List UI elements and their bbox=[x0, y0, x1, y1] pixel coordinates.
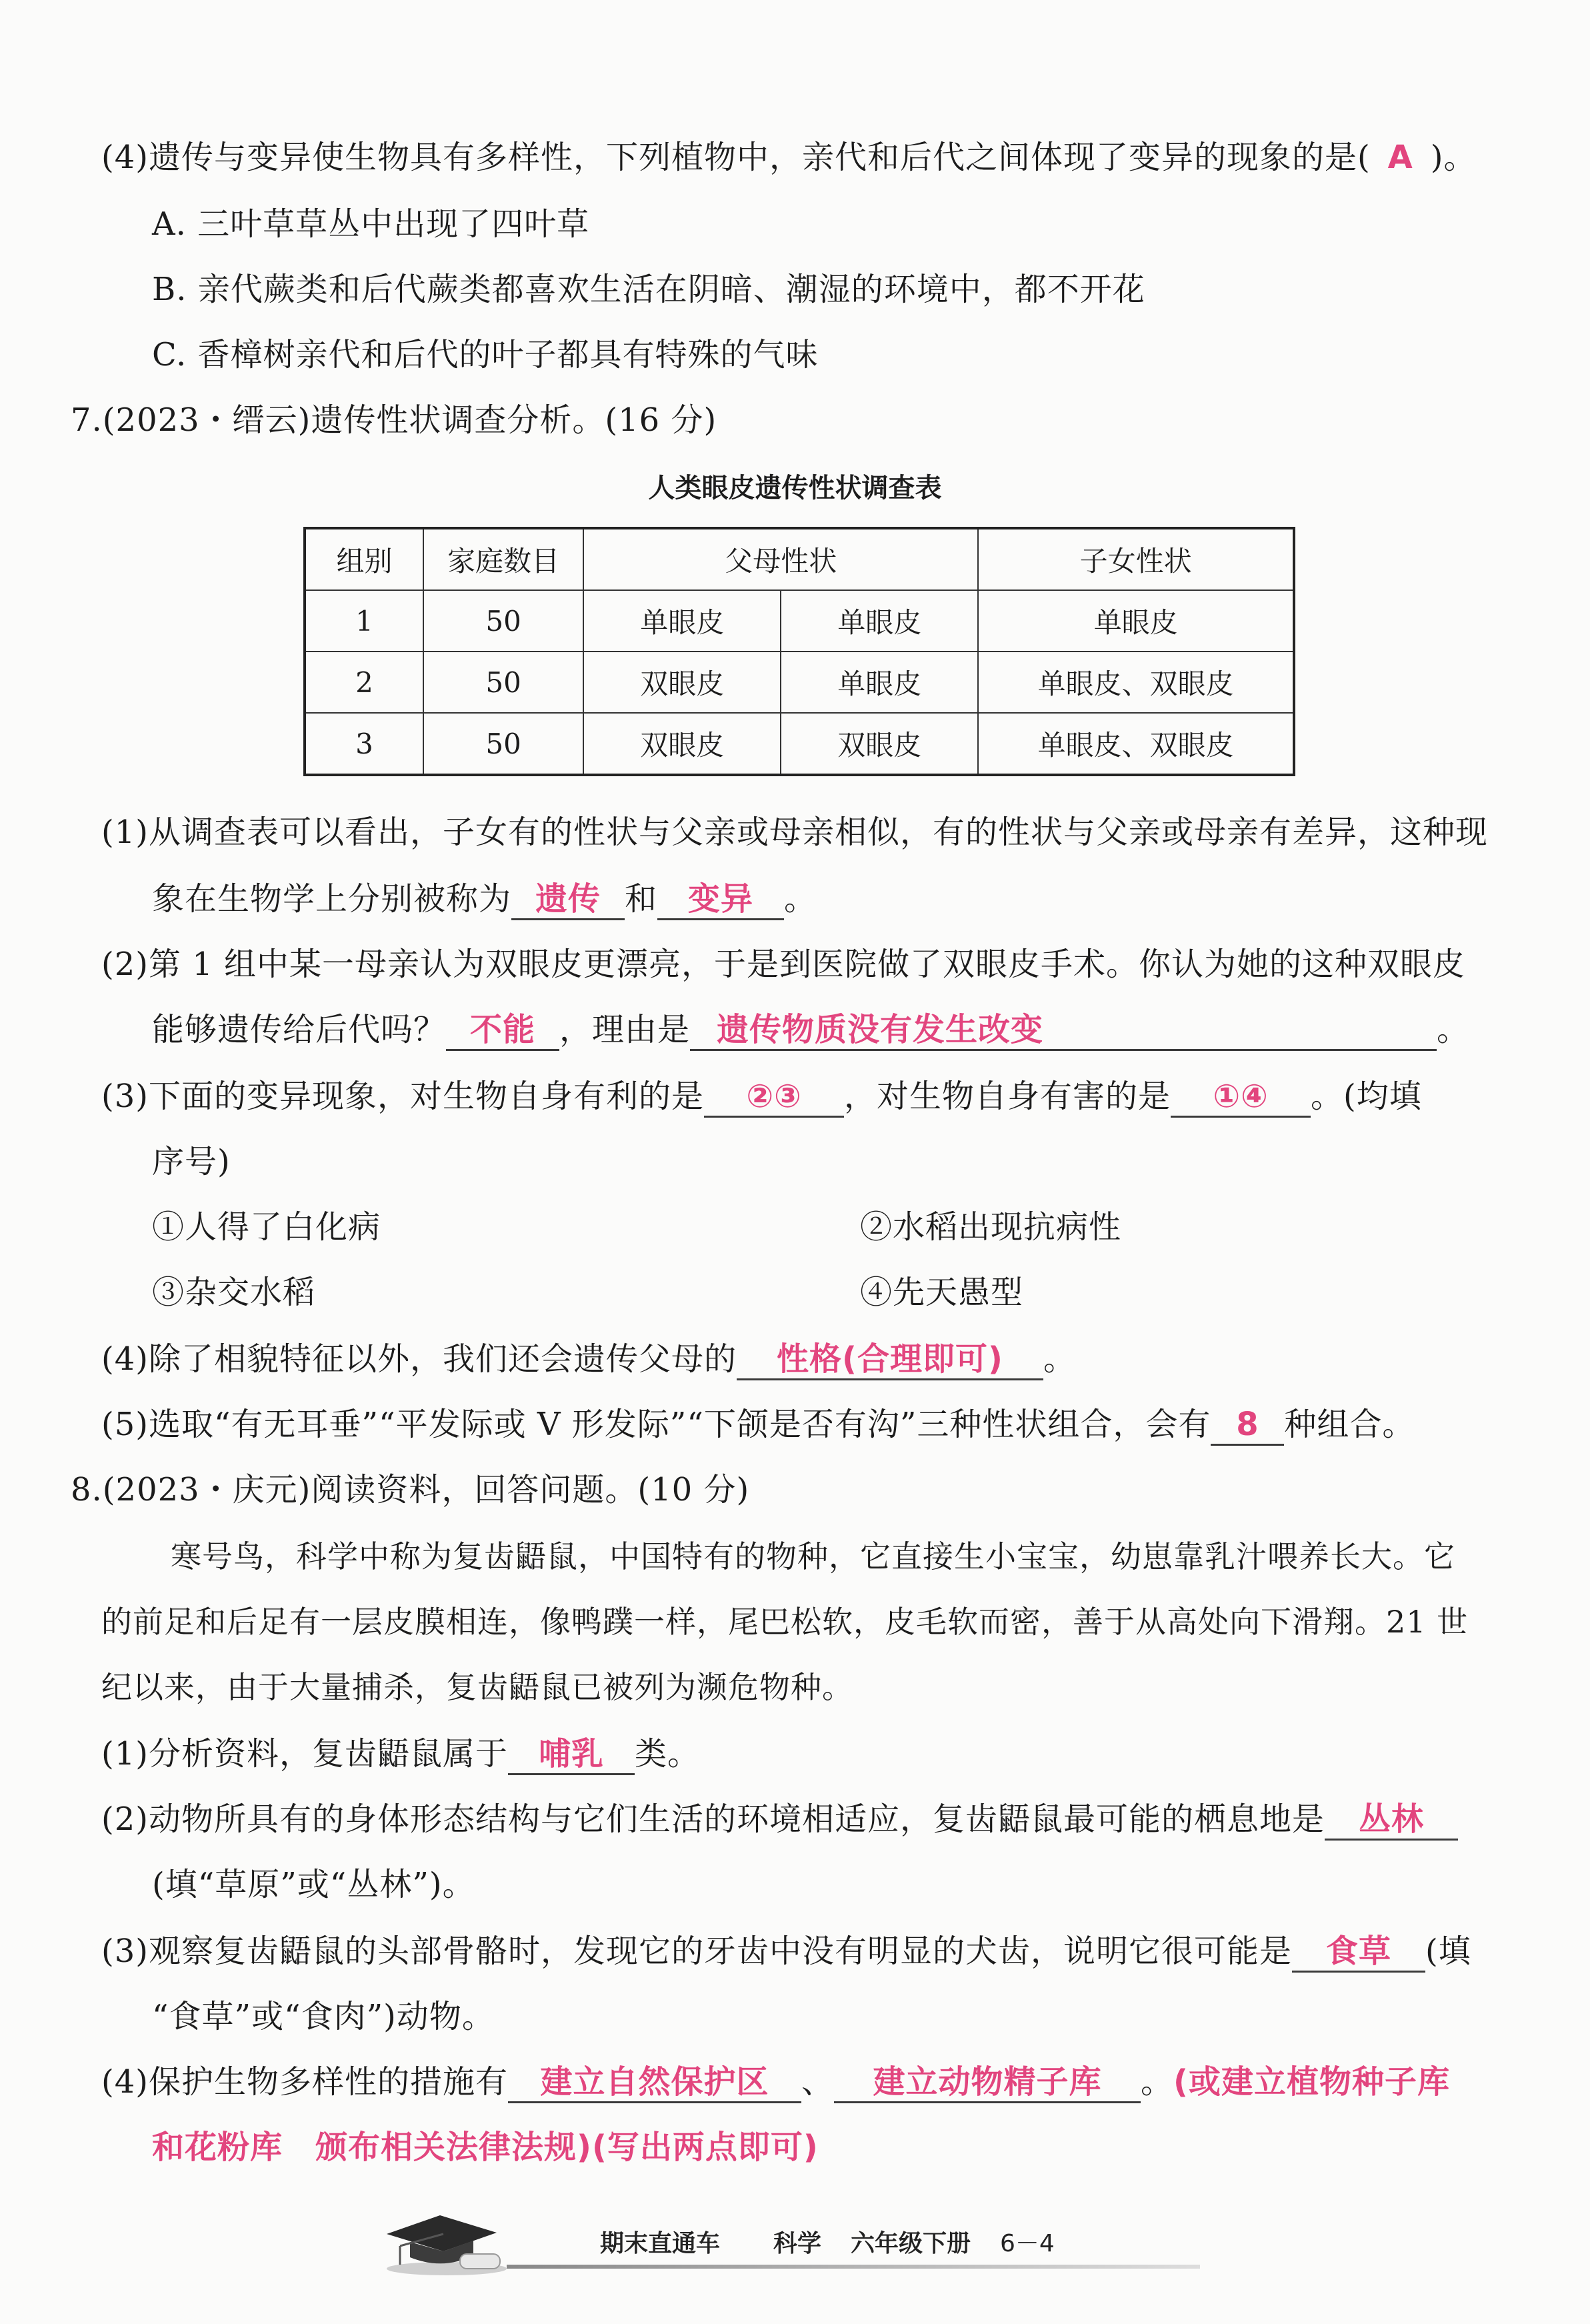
q7-heading: 7.(2023・缙云)遗传性状调查分析。(16 分) bbox=[71, 401, 717, 439]
cell-parent2: 单眼皮 bbox=[781, 590, 978, 652]
q7-p4: (4)除了相貌特征以外，我们还会遗传父母的 性格(合理即可) 。 bbox=[101, 1339, 1076, 1380]
q8-p1: (1)分析资料，复齿鼯鼠属于 哺乳 类。 bbox=[101, 1734, 700, 1775]
footer-subject: 科学 bbox=[773, 2230, 822, 2257]
col-header-children: 子女性状 bbox=[978, 528, 1294, 590]
q6-4-option-c: C. 香樟树亲代和后代的叶子都具有特殊的气味 bbox=[152, 336, 819, 373]
q7-p3-answer-1: ②③ bbox=[704, 1077, 844, 1118]
q7-p3-item-4: ④先天愚型 bbox=[860, 1274, 1024, 1311]
cell-families: 50 bbox=[423, 590, 583, 652]
q7-p3-line1: (3)下面的变异现象，对生物自身有利的是 ②③ ，对生物自身有害的是 ①④ 。(均填 bbox=[101, 1076, 1422, 1118]
q7-p1-answer-2: 变异 bbox=[657, 880, 784, 920]
q8-p1-answer: 哺乳 bbox=[508, 1734, 635, 1775]
q7-p2-line2: 能够遗传给后代吗？ 不能 ，理由是 遗传物质没有发生改变 。 bbox=[152, 1010, 1469, 1051]
q7-p5: (5)选取“有无耳垂”“平发际或 V 形发际”“下颌是否有沟”三种性状组合，会有 8 种组合。 bbox=[101, 1404, 1415, 1446]
q7-p3-item-3: ③杂交水稻 bbox=[152, 1274, 316, 1311]
q8-p4-answer-1: 建立自然保护区 bbox=[508, 2063, 801, 2103]
q7-p3-line2: 序号) bbox=[152, 1143, 231, 1180]
q8-p3-line2: “食草”或“食肉”)动物。 bbox=[152, 1998, 495, 2035]
q8-material-line-3: 纪以来，由于大量捕杀，复齿鼯鼠已被列为濒危物种。 bbox=[101, 1669, 853, 1705]
q7-p4-answer: 性格(合理即可) bbox=[737, 1340, 1043, 1380]
footer-book-title: 期末直通车 bbox=[600, 2230, 721, 2257]
q7-p3-item-2: ②水稻出现抗病性 bbox=[860, 1208, 1122, 1246]
q8-material-line-1: 寒号鸟，科学中称为复齿鼯鼠，中国特有的物种，它直接生小宝宝，幼崽靠乳汁喂养长大。它 bbox=[171, 1538, 1455, 1574]
footer-divider bbox=[507, 2265, 1200, 2269]
q8-p4-extra-2: 和花粉库 颁布相关法律法规)(写出两点即可) bbox=[152, 2129, 819, 2166]
cell-families: 50 bbox=[423, 652, 583, 713]
cell-parent2: 单眼皮 bbox=[781, 652, 978, 713]
cell-children: 单眼皮、双眼皮 bbox=[978, 713, 1294, 775]
col-header-families: 家庭数目 bbox=[423, 528, 583, 590]
cell-parent2: 双眼皮 bbox=[781, 713, 978, 775]
cell-group: 2 bbox=[305, 652, 423, 713]
table-row bbox=[305, 590, 1294, 652]
q7-p2-answer-1: 不能 bbox=[446, 1010, 559, 1051]
q6-4-answer: A bbox=[1387, 139, 1413, 176]
q7-p1-line2: 象在生物学上分别被称为 遗传 和 变异 。 bbox=[152, 879, 817, 920]
q8-p2-answer: 丛林 bbox=[1325, 1800, 1458, 1841]
q8-heading: 8.(2023・庆元)阅读资料，回答问题。(10 分) bbox=[71, 1471, 750, 1508]
eyelid-survey-table bbox=[303, 527, 1295, 776]
q6-4-stem: (4)遗传与变异使生物具有多样性，下列植物中，亲代和后代之间体现了变异的现象的是( A )。 bbox=[101, 139, 1477, 176]
col-header-group: 组别 bbox=[305, 528, 423, 590]
q7-p2-answer-2: 遗传物质没有发生改变 bbox=[690, 1010, 1437, 1051]
q7-table-title: 人类眼皮遗传性状调查表 bbox=[648, 473, 942, 503]
q7-p5-answer: 8 bbox=[1211, 1405, 1284, 1446]
cell-parent1: 双眼皮 bbox=[583, 652, 781, 713]
q8-p2-line1: (2)动物所具有的身体形态结构与它们生活的环境相适应，复齿鼯鼠最可能的栖息地是 丛林 bbox=[101, 1799, 1458, 1841]
q8-p4-answer-2: 建立动物精子库 bbox=[834, 2063, 1141, 2103]
cell-children: 单眼皮 bbox=[978, 590, 1294, 652]
q8-material-line-2: 的前足和后足有一层皮膜相连，像鸭蹼一样，尾巴松软，皮毛软而密，善于从高处向下滑翔。21 世 bbox=[101, 1604, 1469, 1640]
q7-p1-line1: (1)从调查表可以看出，子女有的性状与父亲或母亲相似，有的性状与父亲或母亲有差异，这种现 bbox=[101, 814, 1488, 851]
q8-p3-answer: 食草 bbox=[1292, 1932, 1425, 1973]
q7-p1-answer-1: 遗传 bbox=[511, 880, 625, 920]
q8-p4-line1: (4)保护生物多样性的措施有 建立自然保护区 、 建立动物精子库 。(或建立植物种子库 bbox=[101, 2062, 1450, 2103]
footer-grade: 六年级下册 bbox=[851, 2230, 971, 2257]
cell-group: 3 bbox=[305, 713, 423, 775]
table-header-row bbox=[305, 528, 1294, 590]
q6-4-option-a: A. 三叶草草丛中出现了四叶草 bbox=[152, 205, 590, 243]
col-header-parents: 父母性状 bbox=[583, 528, 978, 590]
graduation-cap-icon bbox=[373, 2207, 513, 2281]
table-row bbox=[305, 652, 1294, 713]
cell-parent1: 单眼皮 bbox=[583, 590, 781, 652]
q7-p2-line1: (2)第 1 组中某一母亲认为双眼皮更漂亮，于是到医院做了双眼皮手术。你认为她的这种双眼皮 bbox=[101, 946, 1466, 983]
q8-p3-line1: (3)观察复齿鼯鼠的头部骨骼时，发现它的牙齿中没有明显的犬齿，说明它很可能是 食草 (填 bbox=[101, 1931, 1471, 1973]
q8-p4-extra-1: (或建立植物种子库 bbox=[1173, 2063, 1450, 2101]
table-row bbox=[305, 713, 1294, 775]
footer-page-number: 6－4 bbox=[1000, 2230, 1055, 2257]
q6-4-option-b: B. 亲代蕨类和后代蕨类都喜欢生活在阴暗、潮湿的环境中，都不开花 bbox=[152, 271, 1145, 308]
q7-p3-answer-2: ①④ bbox=[1171, 1077, 1311, 1118]
cell-families: 50 bbox=[423, 713, 583, 775]
q8-p2-line2: (填“草原”或“丛林”)。 bbox=[152, 1866, 475, 1903]
cell-group: 1 bbox=[305, 590, 423, 652]
cell-parent1: 双眼皮 bbox=[583, 713, 781, 775]
cell-children: 单眼皮、双眼皮 bbox=[978, 652, 1294, 713]
q7-p3-item-1: ①人得了白化病 bbox=[152, 1208, 381, 1246]
